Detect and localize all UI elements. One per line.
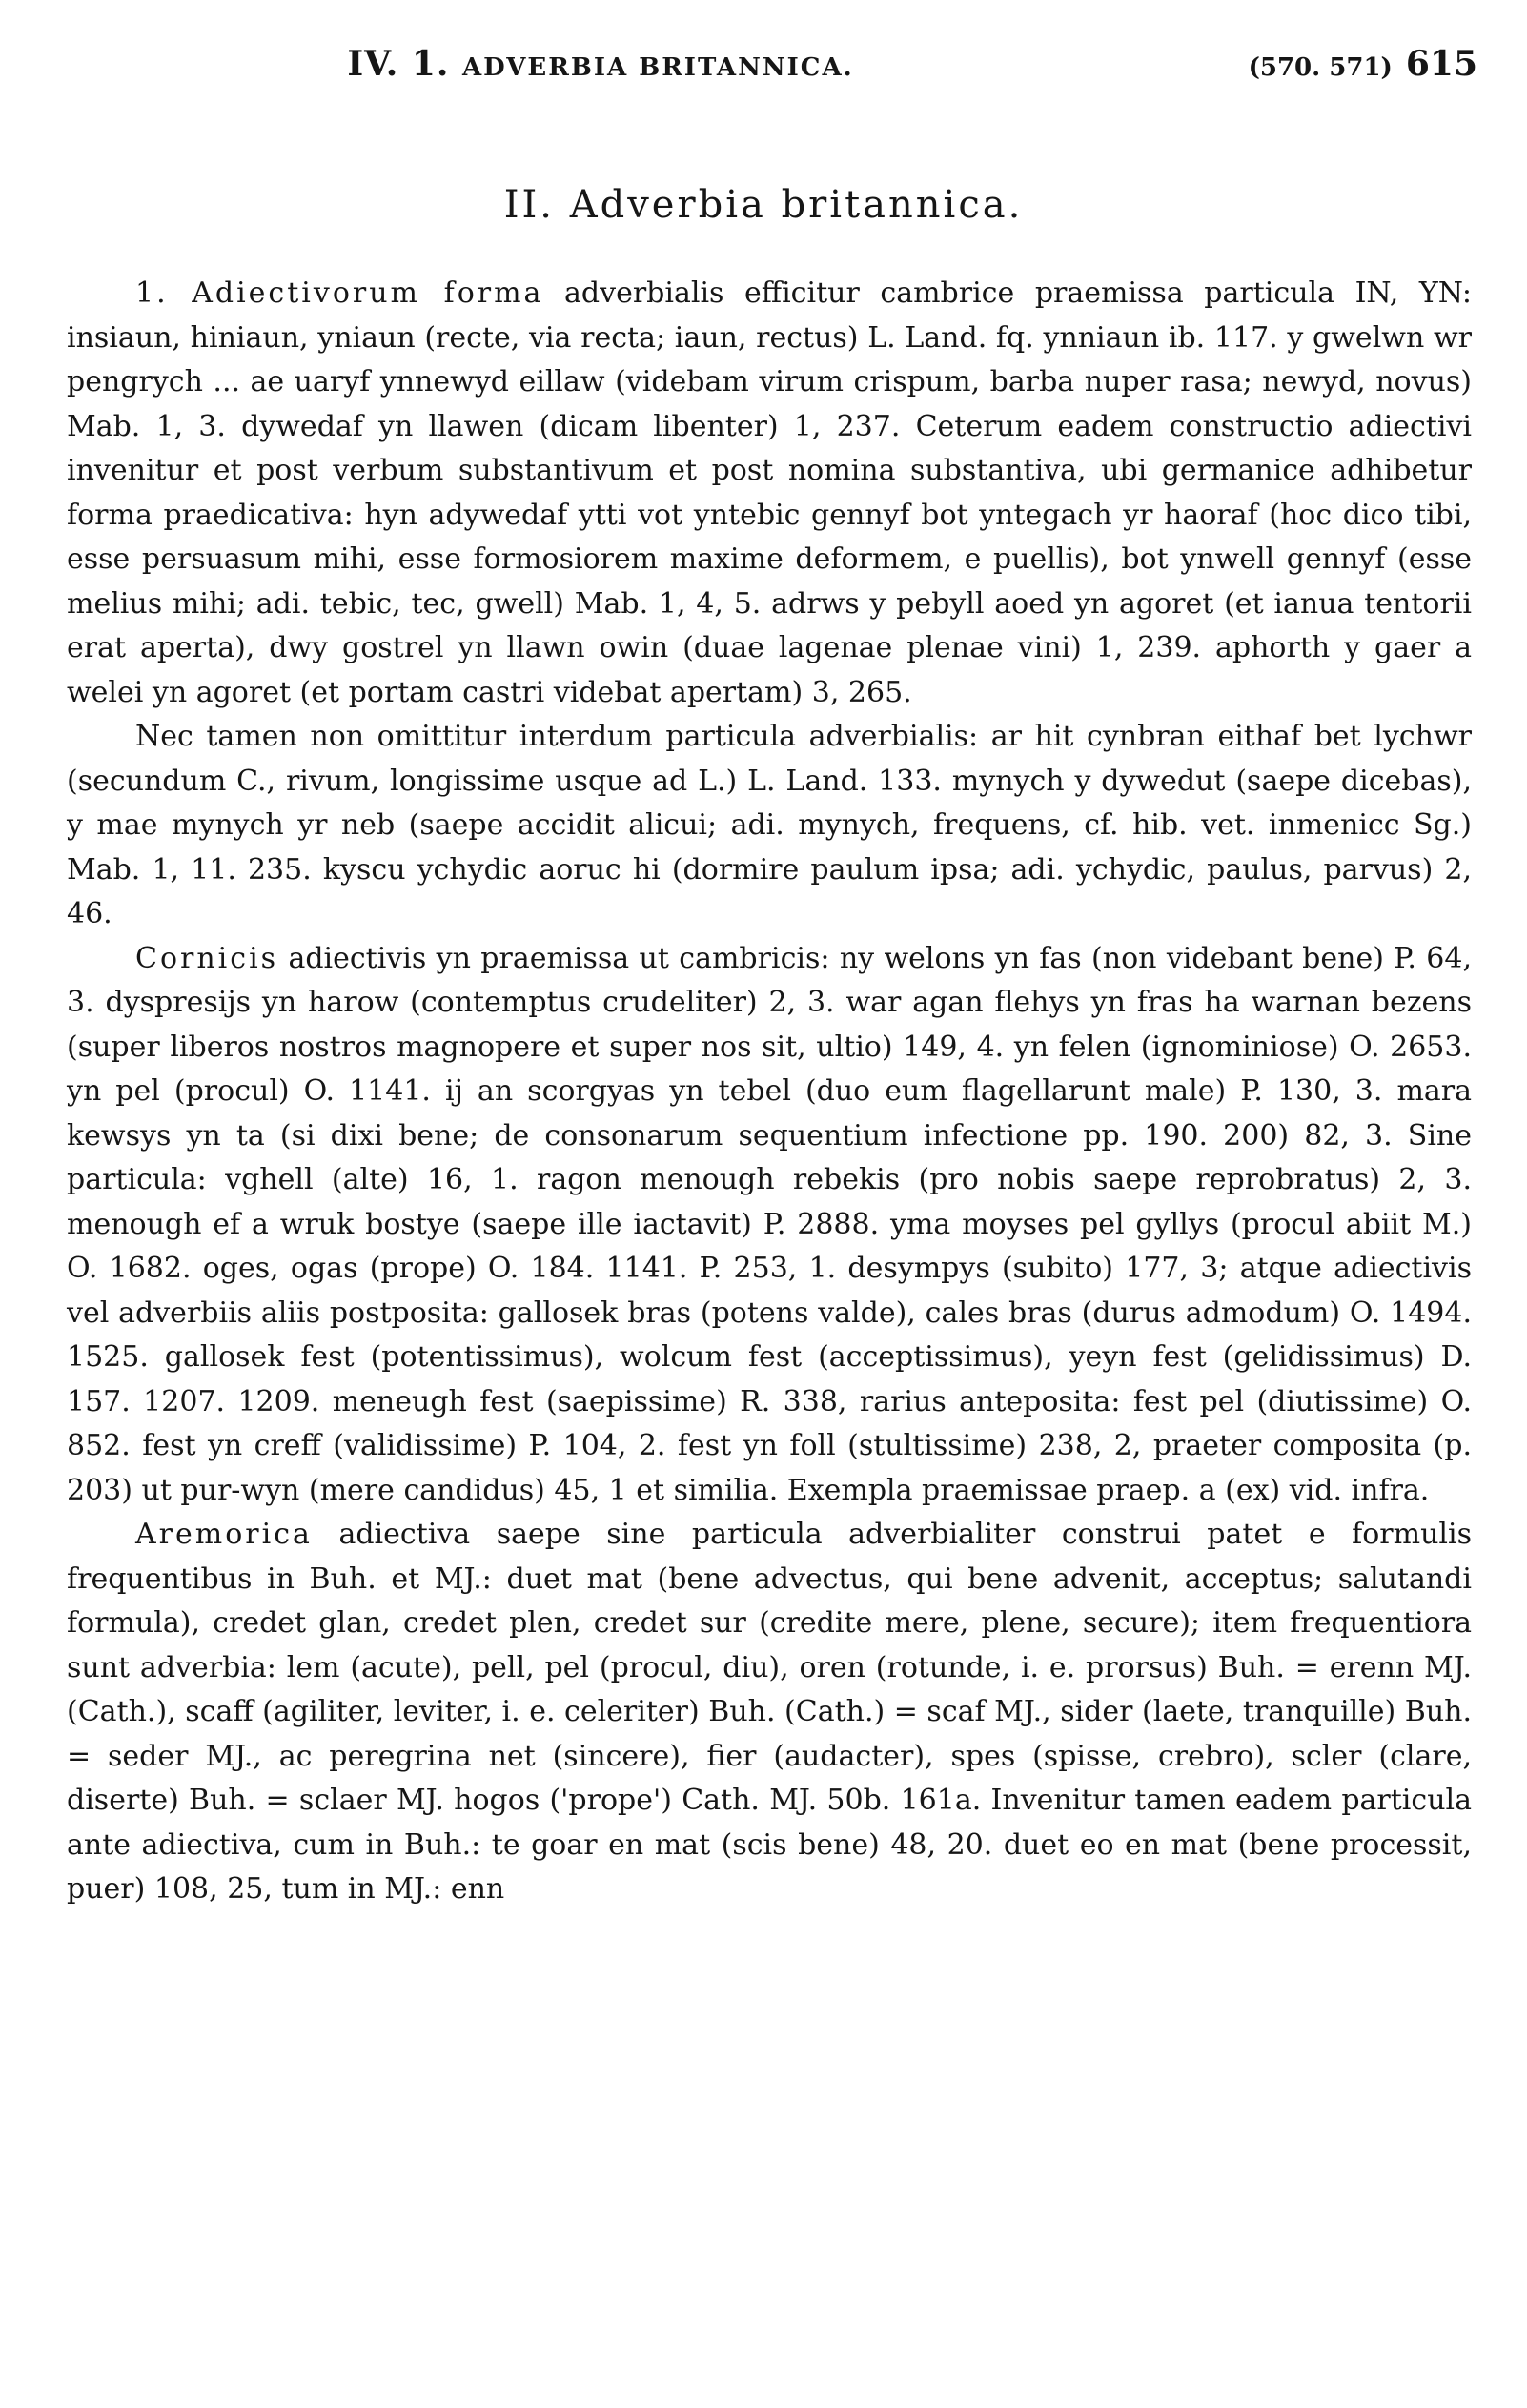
- paragraph-3: [67, 937, 1472, 1514]
- paragraph-text: adiectivis yn praemissa ut cambricis: ny welons yn fas (non videbant bene) P. 64, 3. dyspresijs yn harow (contemptus crudeliter) 2, 3. war agan flehys yn fras ha warnan bezens (super liberos nostros magnopere et super nos sit, ultio) 149, 4. yn felen (ignominiose) O. 2653. yn pel (procul) O. 1141. ij an scorgyas yn tebel (duo eum flagellarunt male) P. 130, 3. mara kewsys yn ta (si dixi bene; de consonarum sequentium infectione pp. 190. 200) 82, 3. Sine particula: vghell (alte) 16, 1. ragon menough rebekis (pro nobis saepe reprobratus) 2, 3. menough ef a wruk bostye (saepe ille iactavit) P. 2888. yma moyses pel gyllys (procul abiit M.) O. 1682. oges, ogas (prope) O. 184. 1141. P. 253, 1. desympys (subito) 177, 3; atque adiectivis vel adverbiis aliis postposita: gallosek bras (potens valde), cales bras (durus admodum) O. 1494. 1525. gallosek fest (potentissimus), wolcum fest (acceptissimus), yeyn fest (gelidissimus) D. 157. 1207. 1209. meneugh fest (saepissime) R. 338, rarius anteposita: fest pel (diutissime) O. 852. fest yn creff (validissime) P. 104, 2. fest yn foll (stultissime) 238, 2, praeter composita (p. 203) ut pur-wyn (mere candidus) 45, 1 et similia. Exempla praemissae praep. a (ex) vid. infra.: [67, 941, 1472, 1507]
- section-reference: (570. 571): [1248, 53, 1393, 82]
- section-title: II. Adverbia britannica.: [503, 183, 1024, 227]
- paragraph-lead: 1. Adiectivorum forma: [135, 276, 544, 310]
- chapter-number: IV. 1.: [347, 44, 450, 84]
- paragraph-4: [67, 1513, 1472, 1912]
- paragraph-lead: Aremorica: [135, 1518, 313, 1551]
- paragraph-lead: Cornicis: [135, 941, 279, 975]
- paragraph-text: Nec tamen non omittitur interdum particula adverbialis: ar hit cynbran eithaf bet lychwr (secundum C., rivum, longissime usque ad L.) L. Land. 133. mynych y dywedut (saepe dicebas), y mae mynych yr neb (saepe accidit alicui; adi. mynych, frequens, cf. hib. vet. inmenicc Sg.) Mab. 1, 11. 235. kyscu ychydic aoruc hi (dormire paulum ipsa; adi. ychydic, paulus, parvus) 2, 46.: [67, 720, 1472, 930]
- running-header: [67, 44, 1477, 101]
- running-title: ADVERBIA BRITANNICA.: [462, 53, 854, 82]
- paragraph-text: adiectiva saepe sine particula adverbialiter construi patet e formulis frequentibus in Buh. et MJ.: duet mat (bene advectus, qui bene advenit, acceptus; salutandi formula), credet glan, credet plen, credet sur (credite mere, plene, secure); item frequentiora sunt adverbia: lem (acute), pell, pel (procul, diu), oren (rotunde, i. e. prorsus) Buh. = erenn MJ. (Cath.), scaff (agiliter, leviter, i. e. celeriter) Buh. (Cath.) = scaf MJ., sider (laete, tranquille) Buh. = seder MJ., ac peregrina net (sincere), fier (audacter), spes (spisse, crebro), scler (clare, diserte) Buh. = sclaer MJ. hogos ('prope') Cath. MJ. 50b. 161a. Invenitur tamen eadem particula ante adiectiva, cum in Buh.: te goar en mat (scis bene) 48, 20. duet eo en mat (bene processit, puer) 108, 25, tum in MJ.: enn: [67, 1518, 1472, 1906]
- header-center: [67, 44, 1134, 84]
- body-text: [67, 272, 1472, 1912]
- paragraph-2: [67, 715, 1472, 937]
- page-number: 615: [1405, 44, 1477, 84]
- header-right: [1249, 44, 1477, 84]
- paragraph-1: [67, 272, 1472, 715]
- paragraph-text: adverbialis efficitur cambrice praemissa particula IN, YN: insiaun, hiniaun, yniaun (recte, via recta; iaun, rectus) L. Land. fq. ynniaun ib. 117. y gwelwn wr pengrych ... ae uaryf ynnewyd eillaw (videbam virum crispum, barba nuper rasa; newyd, novus) Mab. 1, 3. dywedaf yn llawen (dicam libenter) 1, 237. Ceterum eadem constructio adiectivi invenitur et post verbum substantivum et post nomina substantiva, ubi germanice adhibetur forma praedicativa: hyn adywedaf ytti vot yntebic gennyf bot yntegach yr haoraf (hoc dico tibi, esse persuasum mihi, esse formosiorem maxime deformem, e puellis), bot ynwell gennyf (esse melius mihi; adi. tebic, tec, gwell) Mab. 1, 4, 5. adrws y pebyll aoed yn agoret (et ianua tentorii erat aperta), dwy gostrel yn llawn owin (duae lagenae plenae vini) 1, 239. aphorth y gaer a welei yn agoret (et portam castri videbat apertam) 3, 265.: [67, 276, 1472, 709]
